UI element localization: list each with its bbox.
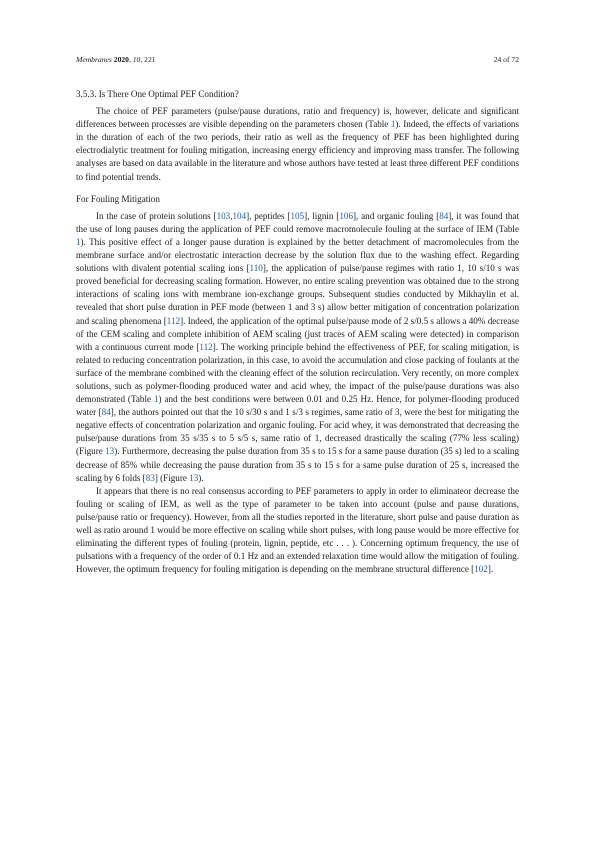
subsection-heading: For Fouling Mitigation [76,193,160,204]
journal-year: 2020 [113,55,129,64]
paragraph-text: ] (Figure [154,472,190,483]
citation-link[interactable]: 110 [249,263,263,274]
citation-link[interactable]: 84 [101,407,111,418]
citation-link[interactable]: 13 [189,472,199,483]
paragraph-text: ], lignin [ [304,210,340,221]
paragraph [76,485,519,577]
page-number: 24 of 72 [493,55,519,64]
paragraph-text: ]. [487,564,494,575]
citation-link[interactable]: 1 [153,394,159,405]
paragraph-text: ). [198,472,204,483]
journal-name: Membranes [76,55,112,64]
paragraph-text: ], the application of pulse/pause regimes with ratio 1, 10 s/10 s was proved beneficial for decreasing scaling formation. However, no entire scaling prevention was obtained due to the strong interactions of scaling ions with membrane ion-exchange groups. Subsequent studies conducted by Mikhaylin et al. revealed that short pulse duration in PEF mode (between 1 and 3 s) allow better mitigation of concentration polarization and scaling phenomena [ [76,263,519,326]
citation-link[interactable]: 1 [390,119,396,130]
citation-link[interactable]: 112 [166,315,181,326]
paragraph-text: ). Furthermore, decreasing the pulse duration from 35 s to 15 s for a same pause duration (35 s) led to a scaling decrease of 85% while decreasing the pause duration from 35 s to 15 s for a same pulse duration of 25 s, increased the scaling by 6 folds [ [76,446,519,483]
running-header-citation: Membranes 2020, 10, 221 [76,55,156,64]
citation-link[interactable]: 1 [76,236,81,247]
article-number: 221 [144,55,156,64]
journal-volume: 10 [132,55,141,64]
citation-link[interactable]: 102 [474,564,488,575]
citation-link[interactable]: 83 [145,472,155,483]
section-heading: 3.5.3. Is There One Optimal PEF Condition? [76,89,239,99]
citation-link[interactable]: 104 [232,210,247,221]
paragraph-text: The choice of PEF parameters (pulse/pause durations, ratio and frequency) is, however, delicate and significant differences between processes are visible depending on the parameters chosen (Table [76,106,519,130]
paragraph-text: ], and organic fouling [ [352,210,440,221]
paragraph [76,105,519,184]
paragraph-text: ], the authors pointed out that the 10 s/30 s and 1 s/3 s regimes, same ratio of 3, were the best for mitigating the negative effects of concentration polarization and organic fouling. For acid whey, it was demonstrated that decreasing the pulse/pause durations from 35 s/35 s to 5 s/5 s, same ratio of 1, decreased drastically the scaling (77% less scaling) (Figure [76,407,520,457]
paragraph-text: , [230,210,233,221]
paragraph-text: In the case of protein solutions [ [96,210,217,221]
paragraph-text: ]. Indeed, the application of the optimal pulse/pause mode of 2 s/0.5 s allows a 40% decrease of the CEM scaling and complete inhibition of AEM scaling (just traces of AEM scaling were detected) in comparison with a continuous current mode [ [76,315,519,352]
citation-link[interactable]: 106 [339,210,353,221]
paragraph [76,210,519,485]
citation-link[interactable]: 13 [105,446,115,457]
citation-link[interactable]: 112 [199,341,213,352]
article-body [76,88,519,576]
paragraph-text: ). Indeed, the effects of variations in the duration of each of the two periods, their ratio as well as the frequency of PEF has been highlighted during electrodialytic treatment for fouling mitigation, increasing energy efficiency and improving mass transfer. The following analyses are based on data available in the literature and whose authors have tested at least three different PEF conditions to find potential trends. [76,119,520,182]
paragraph-text: ) and the best conditions were between 0.01 and 0.25 Hz. Hence, for polymer-flooding produced water [ [76,394,519,418]
citation-link[interactable]: 84 [439,210,449,221]
paragraph-text: It appears that there is no real consensus according to PEF parameters to apply in order to eliminateor decrease the fouling or scaling of IEM, as well as the type of parameter to be taken into account (pulse and pause durations, pulse/pause ratio or frequency). However, from all the studies reported in the literature, short pulse and pause duration as well as ratio around 1 would be more effective on scaling while short pulses, with long pause would be more effective for eliminating the different types of fouling (protein, lignin, peptide, etc . . . ). Concerning optimum frequency, the use of pulsations with a frequency of the order of 0.1 Hz and an extended relaxation time would allow the mitigation of fouling. However, the optimum frequency for fouling mitigation is depending on the membrane structural difference [ [76,485,519,575]
paragraph-text: ], it was found that the use of long pauses during the application of PEF could remove macromolecule fouling at the surface of IEM (Table [76,210,519,234]
paragraph-text: ]. The working principle behind the effectiveness of PEF, for scaling mitigation, is related to reducing concentration polarization, in this case, to avoid the accumulation and close packing of foulants at the surface of the membrane combined with the cleaning effect of the solution recirculation. Very recently, on more complex solutions, such as polymer-flooding produced water and acid whey, the impact of the pulse/pause durations was also demonstrated (Table [76,341,519,405]
paragraph-text: ], peptides [ [246,210,291,221]
paragraph-text: ). This positive effect of a longer pause duration is explained by the better detachment of macromolecules from the membrane surface and/or electrostatic interaction decrease by the solution flux due to the washing effect. Regarding solutions with divalent potential scaling ions [ [76,236,519,274]
citation-link[interactable]: 103 [216,210,231,221]
citation-link[interactable]: 105 [290,210,305,221]
